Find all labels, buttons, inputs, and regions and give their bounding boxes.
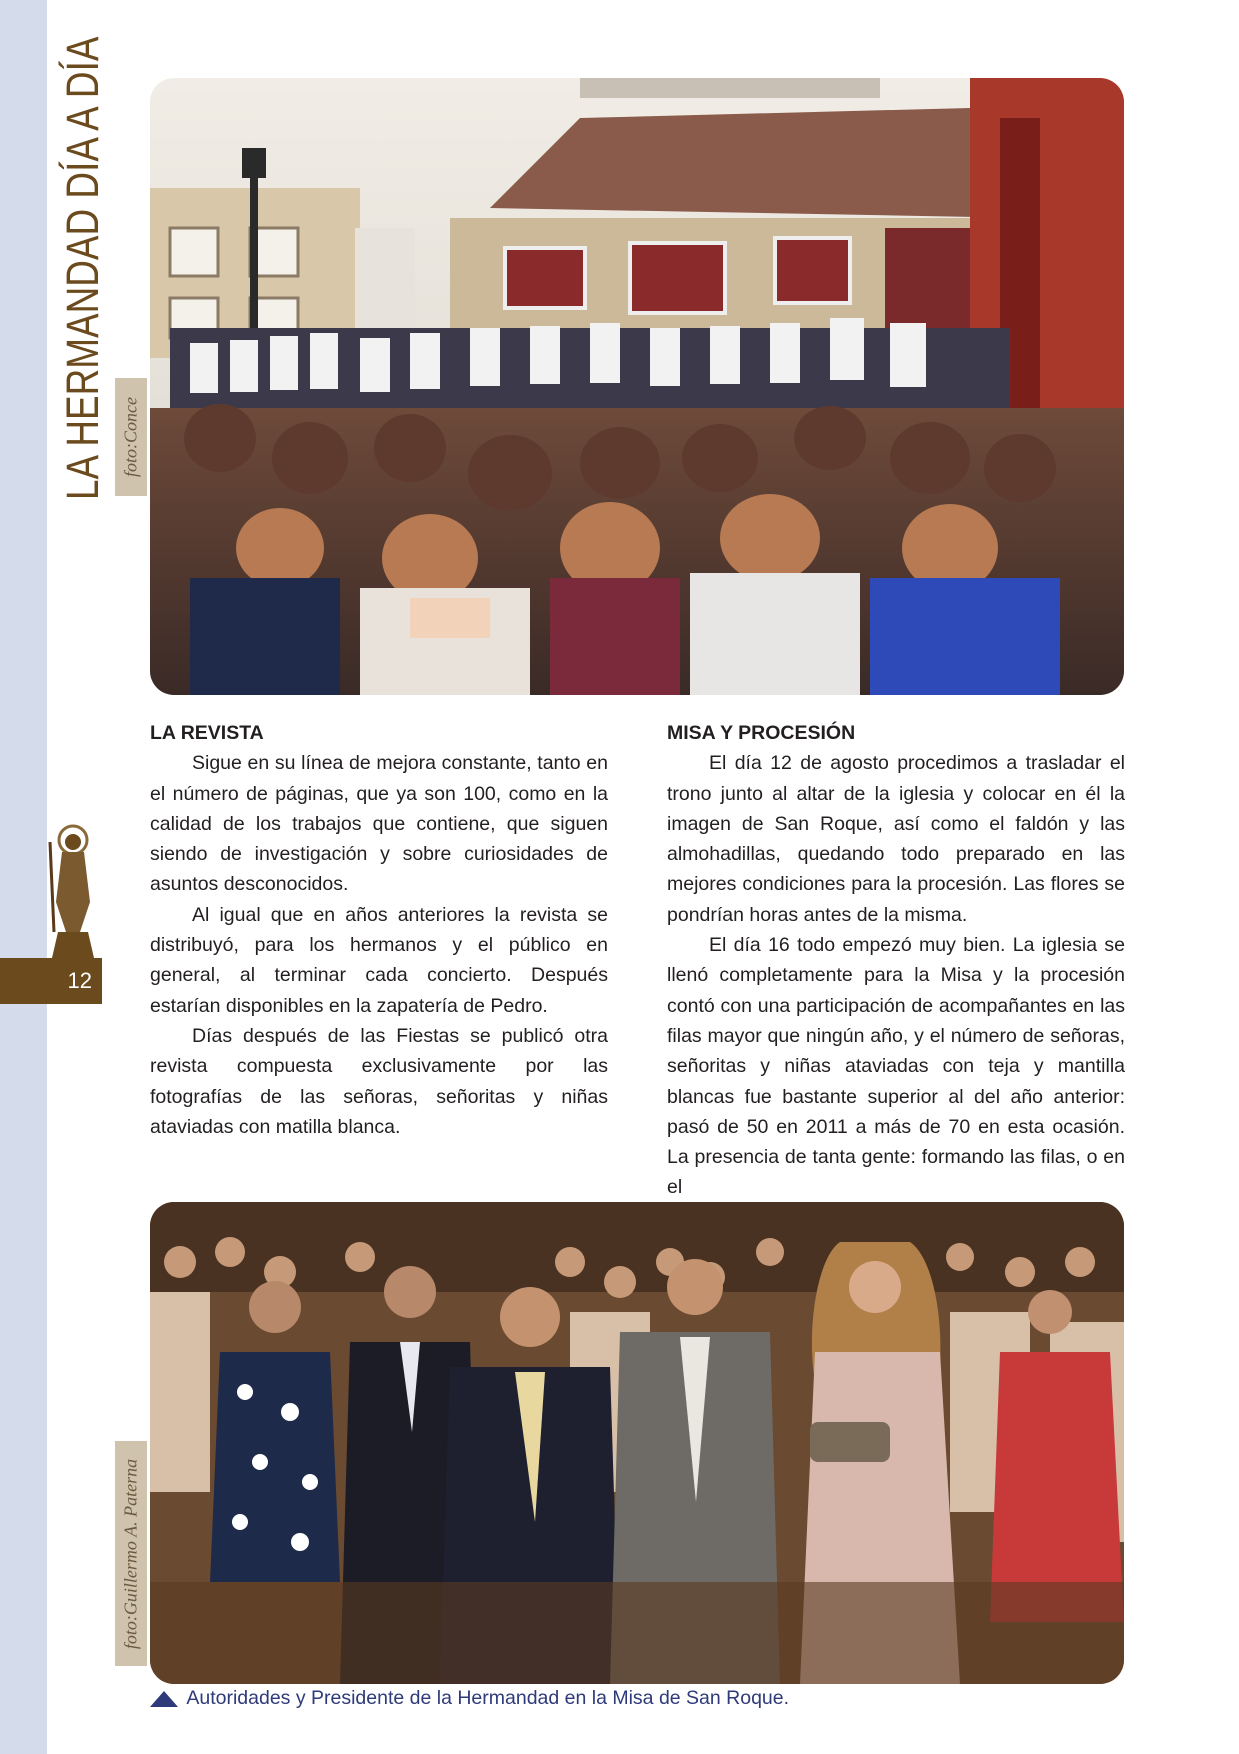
authorities-photo [150, 1202, 1124, 1684]
photo-credit-top [115, 378, 147, 496]
left-column [150, 718, 608, 1142]
paragraph: Días después de las Fiestas se publicó otra revista compuesta exclusivamente por las fotografías de las señoras, señoritas y niñas ataviadas con matilla blanca. [150, 1024, 608, 1138]
article-heading-la-revista: LA REVISTA [150, 722, 264, 744]
article-heading-misa-y-procesion: MISA Y PROCESIÓN [667, 722, 856, 744]
photo-credit-bottom-text: foto:Guillermo A. Paterna [120, 1458, 141, 1649]
photo-credit-top-text: foto:Conce [120, 397, 141, 477]
paragraph: El día 16 todo empezó muy bien. La iglesia se llenó completamente para la Misa y la procesión contó con una participación de acompañantes en las filas mayor que ningún año, y el número de señoras, señoritas y niñas ataviadas con teja y mantilla blancas fue bastante superior al del año anterior: pasó de 50 en 2011 a más de 70 en esta ocasión. La presencia de tanta gente: formando las filas, o en el [667, 934, 1125, 1199]
photo-caption [150, 1687, 789, 1710]
paragraph: El día 12 de agosto procedimos a trasladar el trono junto al altar de la iglesia y colocar en él la imagen de San Roque, así como el faldón y las almohadillas, quedando todo preparado en las mejores condiciones para la procesión. Las flores se pondrían horas antes de la misma. [667, 752, 1125, 926]
page-number: 12 [0, 958, 102, 1004]
paragraph: Sigue en su línea de mejora constante, tanto en el número de páginas, que ya son 100, como en la calidad de los trabajos que contiene, que siguen siendo de investigación y sobre curiosidades de asuntos desconocidos. [150, 752, 608, 896]
right-column [667, 718, 1125, 1203]
photo-credit-bottom [115, 1441, 147, 1666]
concert-photo [150, 78, 1124, 695]
photo-caption-text: Autoridades y Presidente de la Hermandad en la Misa de San Roque. [186, 1687, 790, 1709]
triangle-up-icon [150, 1691, 178, 1707]
paragraph: Al igual que en años anteriores la revista se distribuyó, para los hermanos y el público en general, al terminar cada concierto. Después estarían disponibles en la zapatería de Pedro. [150, 903, 608, 1017]
san-roque-statue-icon [40, 822, 106, 958]
section-title: LA HERMANDAD DÍA A DÍA [57, 36, 108, 500]
